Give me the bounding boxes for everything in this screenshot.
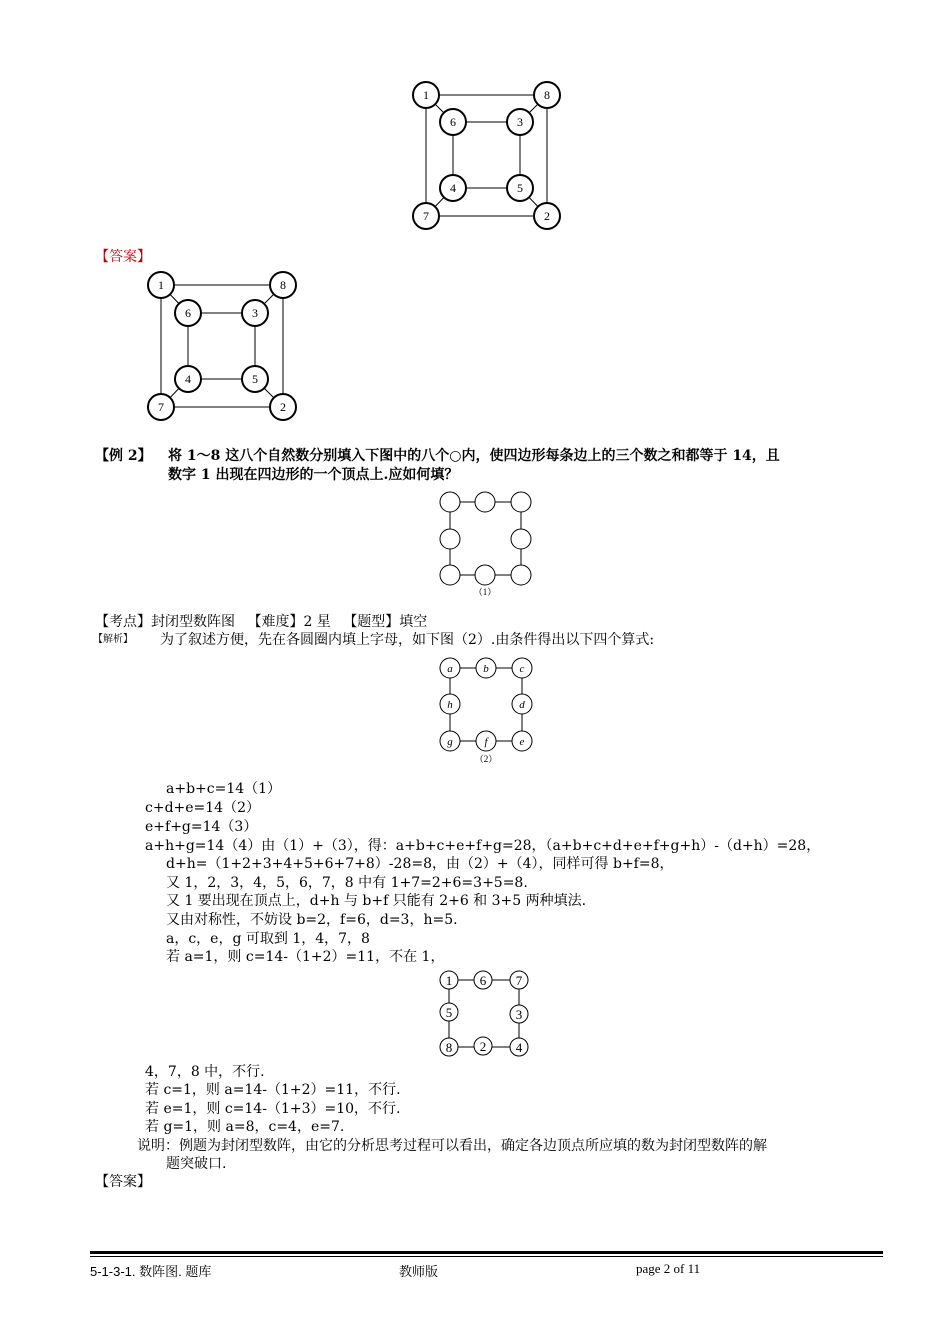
example2-line1: 将 1～8 这八个自然数分别填入下图中的八个○内，使四边形每条边上的三个数之和都等于 14，且 <box>168 448 780 464</box>
figure-1-caption: （1） <box>473 587 497 597</box>
figure-3 <box>435 966 535 1060</box>
analysis-line-4: a+h+g=14（4）由（1）+（3），得：a+b+c+e+f+g=28，（a+b+c+d+e+f+g+h）-（d+h）=28， <box>145 838 821 854</box>
tixing-value: 填空 <box>399 614 428 630</box>
ans1-inner-4: 4 <box>185 372 191 386</box>
kaodian-label: 【考点】 <box>95 614 151 630</box>
top-figure <box>405 75 575 235</box>
fig3-n1: 1 <box>445 973 453 988</box>
analysis-line-12: 若 c=1，则 a=14-（1+2）=11，不行. <box>145 1082 401 1098</box>
top-inner-1: 6 <box>450 115 456 129</box>
ans1-inner-2: 3 <box>252 306 258 320</box>
answer2-label: 【答案】 <box>95 1174 151 1190</box>
fig3-n2: 6 <box>479 973 487 988</box>
analysis-line-2: c+d+e=14（2） <box>145 800 261 816</box>
fig3-n6: 8 <box>445 1040 453 1055</box>
analysis-line-1: a+b+c=14（1） <box>166 781 282 797</box>
fig2-d: d <box>519 699 525 711</box>
fig2-a: a <box>447 663 453 675</box>
example2-line2: 数字 1 出现在四边形的一个顶点上.应如何填？ <box>168 467 459 483</box>
top-inner-3: 5 <box>517 181 523 195</box>
analysis-line-8: 又由对称性，不妨设 b=2，f=6，d=3，h=5. <box>166 912 458 928</box>
meta-line <box>95 613 427 631</box>
ans1-outer-3: 2 <box>280 400 286 414</box>
analysis-line-10: 若 a=1，则 c=14-（1+2）=11，不在 1， <box>166 949 445 965</box>
answer1-label: 【答案】 <box>95 249 151 265</box>
analysis-line-9: a，c，e，g 可取到 1，4，7，8 <box>166 931 370 947</box>
analysis-line-6: 又 1，2，3，4，5，6，7，8 中有 1+7=2+6=3+5=8. <box>166 875 528 891</box>
top-outer-3: 2 <box>544 209 550 223</box>
figure-1 <box>430 488 540 602</box>
footer-left: 5-1-3-1. 数阵图. 题库 <box>90 1264 212 1279</box>
ans1-outer-1: 1 <box>158 278 164 292</box>
footer-rule-thick <box>90 1251 883 1254</box>
fig2-g: g <box>447 736 453 748</box>
nandu-value: 2 星 <box>303 614 331 630</box>
top-outer-1: 1 <box>423 88 429 102</box>
top-outer-4: 7 <box>423 209 429 223</box>
analysis-intro: 为了叙述方便，先在各圆圈内填上字母，如下图（2）.由条件得出以下四个算式: <box>160 632 655 648</box>
top-inner-4: 4 <box>450 181 456 195</box>
fig3-n8: 4 <box>515 1040 523 1055</box>
figure-2-caption: （2） <box>474 754 498 764</box>
fig2-b: b <box>483 663 489 675</box>
kaodian-value: 封闭型数阵图 <box>151 614 235 630</box>
ans1-inner-1: 6 <box>185 306 191 320</box>
analysis-line-11: 4，7，8 中，不行. <box>145 1064 265 1080</box>
analysis-line-7: 又 1 要出现在顶点上，d+h 与 b+f 只能有 2+6 和 3+5 两种填法. <box>166 893 587 909</box>
ans1-outer-4: 7 <box>158 400 164 414</box>
top-outer-2: 8 <box>544 88 550 102</box>
footer-center: 教师版 <box>399 1264 439 1279</box>
figure-2 <box>430 655 540 767</box>
fig3-n7: 2 <box>479 1039 487 1054</box>
analysis-note-1: 说明：例题为封闭型数阵，由它的分析思考过程可以看出，确定各边顶点所应填的数为封闭型数阵的解 <box>137 1138 767 1154</box>
nandu-label: 【难度】 <box>247 614 304 630</box>
fig3-n5: 3 <box>515 1007 523 1022</box>
analysis-note-2: 题突破口. <box>166 1156 227 1172</box>
ans1-outer-2: 8 <box>280 278 286 292</box>
fig2-e: e <box>519 736 525 748</box>
analysis-label: 【解析】 <box>93 634 133 645</box>
analysis-line-14: 若 g=1，则 a=8，c=4，e=7. <box>145 1119 345 1135</box>
analysis-line-3: e+f+g=14（3） <box>145 819 258 835</box>
top-inner-2: 3 <box>517 115 523 129</box>
tixing-label: 【题型】 <box>343 614 400 630</box>
answer1-figure <box>140 265 310 425</box>
example2-label: 【例 2】 <box>95 448 152 464</box>
footer-right: page 2 of 11 <box>636 1261 701 1276</box>
fig2-f: f <box>484 736 488 748</box>
ans1-inner-3: 5 <box>252 372 258 386</box>
analysis-line-5: d+h=（1+2+3+4+5+6+7+8）-28=8，由（2）+（4），同样可得 b+f=8， <box>166 856 674 872</box>
fig3-n4: 5 <box>445 1005 453 1020</box>
fig2-h: h <box>447 699 453 711</box>
fig2-c: c <box>519 663 525 675</box>
fig3-n3: 7 <box>515 973 523 988</box>
footer-rule-thin <box>90 1256 883 1257</box>
analysis-line-13: 若 e=1，则 c=14-（1+3）=10，不行. <box>145 1101 401 1117</box>
